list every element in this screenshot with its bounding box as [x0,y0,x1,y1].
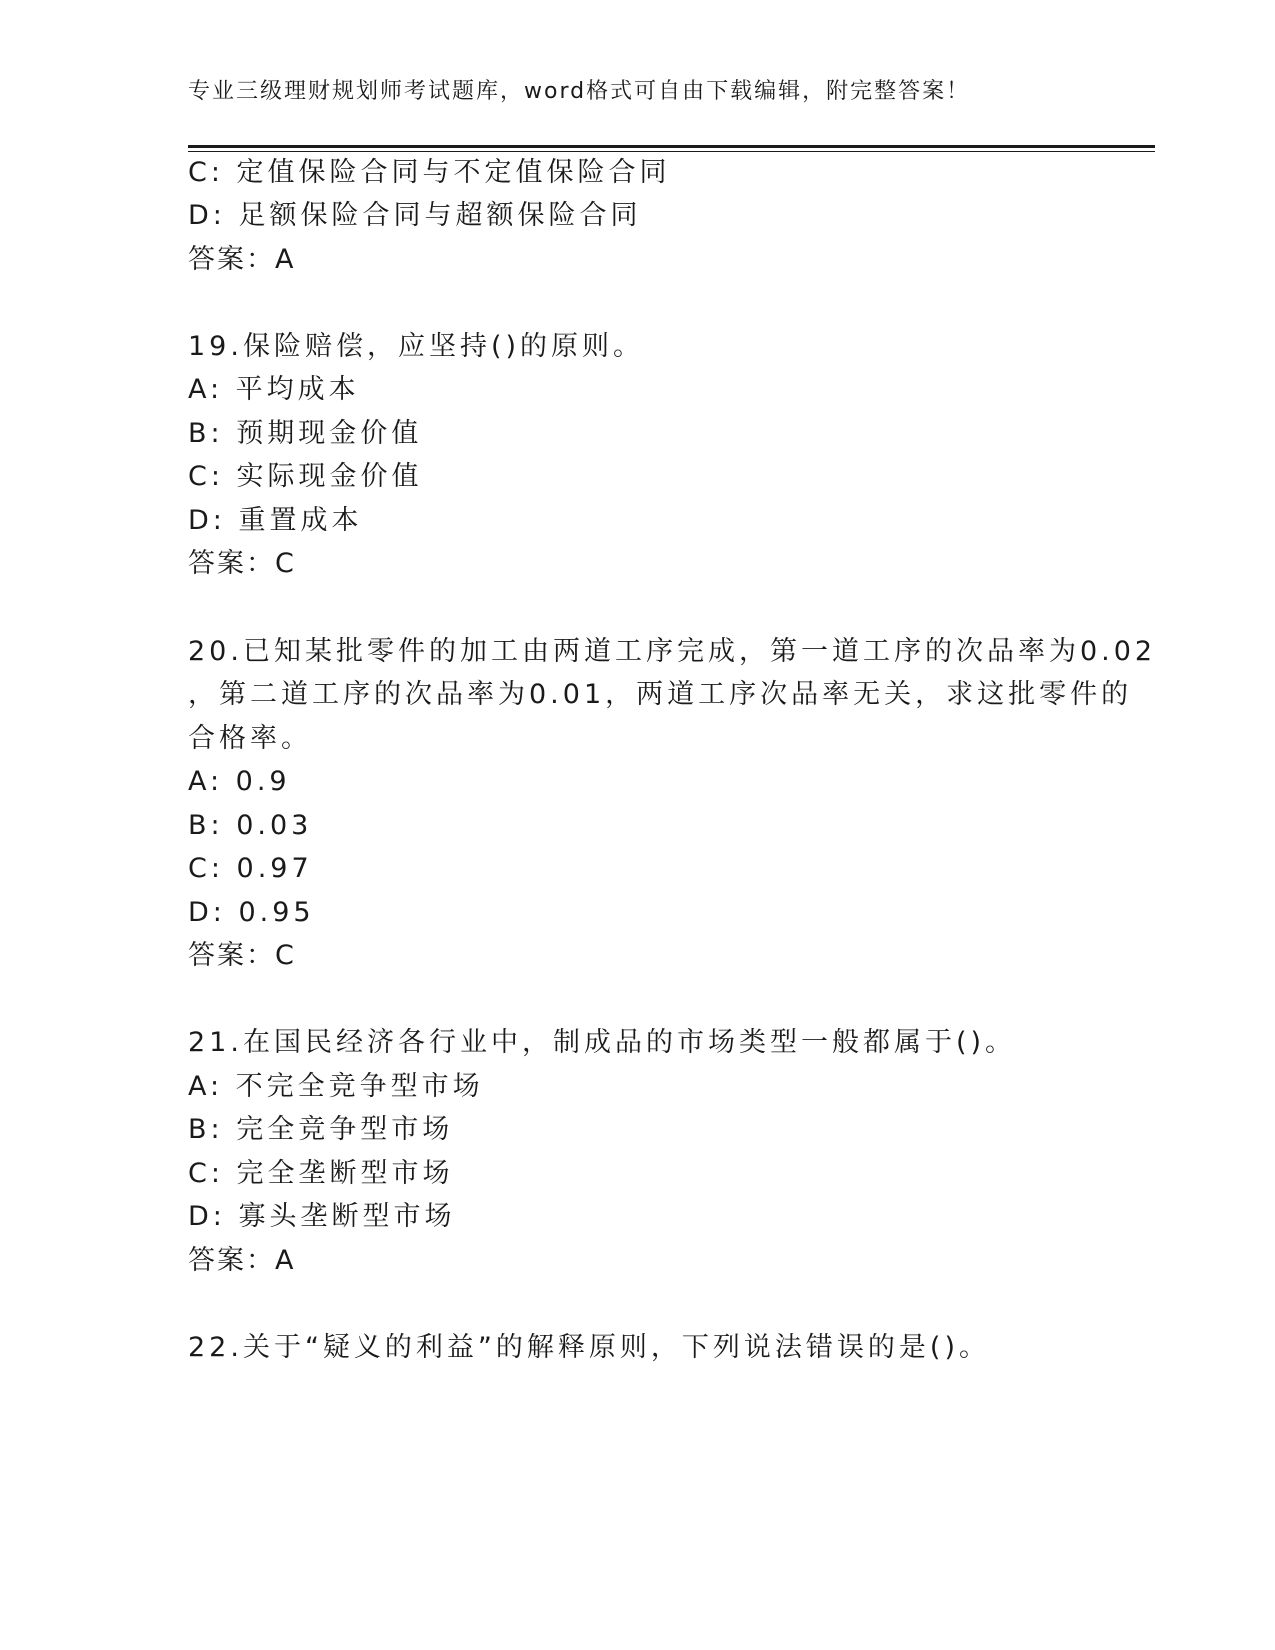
option-d: D: 足额保险合同与超额保险合同 [188,200,642,231]
option-d: D: 重置成本 [188,505,363,536]
option-a: A: 0.9 [188,766,291,797]
answer: 答案：C [188,940,296,971]
header-rule-thick [188,145,1155,148]
question-20-text: 20.已知某批零件的加工由两道工序完成，第一道工序的次品率为0.02 [188,636,1157,667]
option-d: D: 0.95 [188,897,315,928]
question-21-text: 21.在国民经济各行业中，制成品的市场类型一般都属于()。 [188,1027,1017,1058]
option-b: B: 0.03 [188,810,313,841]
option-d: D: 寡头垄断型市场 [188,1201,456,1232]
answer: 答案：A [188,1245,296,1276]
answer: 答案：C [188,548,296,579]
question-22-text: 22.关于“疑义的利益”的解释原则，下列说法错误的是()。 [188,1332,990,1363]
option-c: C: 实际现金价值 [188,461,423,492]
option-a: A: 不完全竞争型市场 [188,1071,484,1102]
question-20-text: 合格率。 [188,723,312,754]
option-a: A: 平均成本 [188,374,360,405]
question-19-text: 19.保险赔偿，应坚持()的原则。 [188,331,645,362]
header-text: 专业三级理财规划师考试题库，word格式可自由下载编辑，附完整答案！ [188,79,971,104]
option-c: C: 0.97 [188,853,313,884]
option-c: C: 定值保险合同与不定值保险合同 [188,157,671,188]
header-rule-thin [188,151,1155,152]
option-b: B: 预期现金价值 [188,418,423,449]
option-b: B: 完全竞争型市场 [188,1114,454,1145]
answer: 答案：A [188,244,296,275]
option-c: C: 完全垄断型市场 [188,1158,454,1189]
question-20-text: ，第二道工序的次品率为0.01，两道工序次品率无关，求这批零件的 [188,679,1133,710]
